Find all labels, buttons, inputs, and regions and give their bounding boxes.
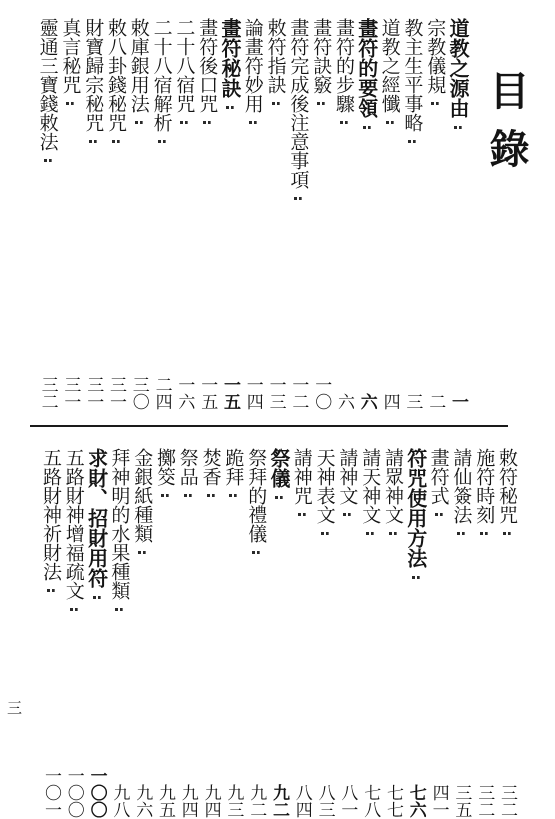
toc-entry [81, 18, 105, 410]
dot-leader [298, 513, 306, 776]
dot-leader [47, 589, 55, 759]
dot-leader [112, 140, 120, 368]
toc-page-number: 九六 [132, 784, 153, 818]
dot-leader [454, 126, 462, 385]
toc-page-number: 九二 [246, 784, 267, 818]
toc-heading: 符咒使用方法 [403, 448, 428, 568]
dot-leader [138, 551, 146, 776]
toc-entry [290, 448, 314, 818]
toc-entry-title: 道教之經懺 [378, 18, 401, 113]
toc-entry-title: 焚香 [199, 448, 222, 486]
dot-leader [317, 102, 325, 368]
toc-page-number: 一〇〇 [86, 767, 107, 818]
toc-page-number: 一四 [242, 376, 263, 410]
toc-page-number: 七六 [405, 784, 426, 818]
toc-entry-title: 財寶歸宗秘咒 [82, 18, 105, 132]
toc-entry [332, 18, 356, 410]
toc-entry-title: 畫符完成後注意事項 [287, 18, 310, 189]
toc-entry [176, 448, 200, 818]
toc-page-number: 一 [448, 393, 468, 410]
dot-leader [203, 121, 211, 368]
dot-leader [389, 532, 397, 776]
toc-entry [58, 18, 82, 410]
toc-entry [449, 448, 473, 818]
toc-entry-title: 施符時刻 [473, 448, 496, 524]
dot-leader [480, 532, 488, 776]
toc-entry [446, 18, 470, 410]
dot-leader [226, 106, 234, 368]
toc-page-number: 六 [334, 393, 354, 410]
toc-entry-title: 請天神文 [359, 448, 382, 524]
toc-page-number: 二四 [151, 376, 172, 410]
toc-page-number: 九八 [109, 784, 130, 818]
toc-heading: 畫符秘訣 [218, 18, 242, 98]
toc-entry-title: 五路財神增福疏文 [62, 448, 85, 600]
toc-page-number: 一二 [288, 376, 309, 410]
toc-entry-title: 宗教儀規 [424, 18, 447, 94]
dot-leader [70, 608, 78, 759]
toc-entry [309, 18, 333, 410]
dot-leader [272, 102, 280, 368]
toc-page-number: 九二 [269, 784, 289, 818]
page-title: 目錄 [483, 70, 530, 186]
dot-leader [435, 513, 443, 776]
toc-page-number: 三五 [451, 784, 472, 818]
toc-entry-title: 天神表文 [313, 448, 336, 524]
toc-entry-title: 祭品 [176, 448, 199, 486]
dot-leader [207, 494, 215, 776]
dot-leader [115, 608, 123, 776]
dot-leader [366, 532, 374, 776]
dot-leader [343, 513, 351, 776]
section-divider [30, 425, 508, 427]
toc-entry-title: 請仙簽法 [450, 448, 473, 524]
dot-leader [503, 532, 511, 776]
toc-entry [130, 448, 154, 818]
toc-page-number: 七八 [360, 784, 381, 818]
toc-entry-title: 敕庫銀用法 [127, 18, 150, 113]
toc-entry [355, 18, 379, 410]
toc-page-number: 六 [356, 393, 377, 410]
toc-entry [36, 18, 60, 410]
toc-entry-title: 真言秘咒 [59, 18, 82, 94]
toc-entry-title: 敕八卦錢秘咒 [105, 18, 127, 132]
toc-page-number: 三二 [37, 376, 58, 410]
dot-leader [229, 494, 237, 776]
toc-entry-title: 請眾神文 [382, 448, 404, 524]
dot-leader [386, 121, 394, 385]
toc-heading: 畫符的要領 [354, 18, 379, 118]
toc-page-number: 九四 [177, 784, 198, 818]
toc-entry [381, 448, 405, 818]
toc-page-number: 三一 [60, 376, 81, 410]
toc-entry [150, 18, 174, 410]
dot-leader [249, 121, 257, 368]
toc-page-number: 一五 [197, 376, 218, 410]
toc-page-number: 一六 [174, 376, 195, 410]
toc-entry [427, 448, 451, 818]
toc-entry-title: 五路財神祈財法 [40, 448, 62, 581]
toc-entry [153, 448, 177, 818]
toc-page-number: 九四 [200, 784, 221, 818]
toc-entry [241, 18, 265, 410]
toc-entry [85, 448, 109, 818]
toc-entry [39, 448, 63, 818]
toc-heading: 求財、招財用符 [84, 448, 109, 588]
toc-entry [104, 18, 128, 410]
toc-entry [244, 448, 268, 818]
toc-entry-title: 金銀紙種類 [131, 448, 154, 543]
dot-leader [184, 494, 192, 776]
dot-leader [135, 121, 143, 368]
toc-page-number: 三二 [474, 784, 495, 818]
toc-page-number: 二 [425, 393, 446, 410]
dot-leader [412, 576, 420, 776]
toc-entry-title: 請神文 [336, 448, 359, 505]
toc-entry [172, 18, 196, 410]
toc-entry-title: 論畫符妙用 [241, 18, 264, 113]
toc-page-number: 八一 [337, 784, 358, 818]
toc-page-number: 三二 [497, 784, 517, 818]
dot-leader [158, 140, 166, 368]
toc-page-number: 九三 [223, 784, 244, 818]
dot-leader [363, 126, 371, 385]
toc-page-number: 四 [379, 393, 400, 410]
toc-page-number: 四一 [428, 784, 449, 818]
toc-entry [495, 448, 519, 818]
dot-leader [340, 121, 348, 385]
dot-leader [321, 532, 329, 776]
toc-page-number: 三一 [83, 376, 104, 410]
toc-entry [221, 448, 245, 818]
dot-leader [431, 102, 439, 385]
toc-page-number: 三一 [106, 376, 126, 410]
toc-page-number: 七七 [383, 784, 403, 818]
toc-entry-title: 祭拜的禮儀 [245, 448, 268, 543]
toc-entry [62, 448, 86, 818]
toc-entry [472, 448, 496, 818]
toc-entry-title: 二十八宿解析 [150, 18, 173, 132]
toc-page-number: 八四 [291, 784, 312, 818]
dot-leader [93, 596, 101, 759]
dot-leader [180, 121, 188, 368]
toc-entry-title: 跪拜 [222, 448, 245, 486]
toc-entry [286, 18, 310, 410]
toc-entry [335, 448, 359, 818]
toc-entry [264, 18, 288, 410]
toc-page-number: 九五 [155, 784, 175, 818]
toc-entry-title: 教主生平事略 [401, 18, 424, 132]
dot-leader [408, 140, 416, 385]
toc-entry [107, 448, 131, 818]
dot-leader [457, 532, 465, 776]
toc-heading: 祭儀 [267, 448, 291, 488]
toc-entry [127, 18, 151, 410]
toc-entry [218, 18, 242, 410]
toc-entry [199, 448, 223, 818]
toc-page-number: 三 [402, 393, 423, 410]
toc-page-number: 八三 [314, 784, 335, 818]
toc-upper-section [0, 18, 555, 410]
dot-leader [275, 496, 283, 776]
toc-entry-title: 靈通三寶錢敕法 [36, 18, 59, 151]
toc-entry-title: 擲筊 [154, 448, 176, 486]
toc-page-number: 一〇一 [41, 767, 61, 818]
toc-page-number: 三〇 [128, 376, 149, 410]
toc-heading: 道教之源由 [446, 18, 470, 118]
dot-leader [66, 102, 74, 368]
toc-entry-title: 畫符的步驟 [333, 18, 355, 113]
toc-page-number: 一〇 [311, 376, 332, 410]
toc-entry-title: 二十八宿咒 [173, 18, 196, 113]
toc-lower-section [0, 448, 555, 818]
toc-entry [400, 18, 424, 410]
dot-leader [44, 159, 52, 368]
toc-entry-title: 敕符指訣 [264, 18, 287, 94]
toc-entry-title: 敕符秘咒 [496, 448, 518, 524]
toc-entry-title: 請神咒 [290, 448, 313, 505]
toc-page-number: 一〇〇 [63, 767, 84, 818]
toc-entry [404, 448, 428, 818]
toc-entry-title: 畫符訣竅 [310, 18, 333, 94]
toc-entry-title: 畫符式 [427, 448, 450, 505]
page-number: 三 [5, 700, 23, 715]
dot-leader [161, 494, 169, 776]
dot-leader [89, 140, 97, 368]
toc-entry [195, 18, 219, 410]
toc-page-number: 一三 [265, 376, 286, 410]
toc-page-number: 一五 [220, 376, 240, 410]
toc-entry [267, 448, 291, 818]
toc-entry [358, 448, 382, 818]
toc-entry-title: 拜神明的水果種類 [108, 448, 131, 600]
dot-leader [252, 551, 260, 776]
dot-leader [294, 197, 302, 368]
toc-entry [423, 18, 447, 410]
toc-entry-title: 畫符後口咒 [196, 18, 219, 113]
toc-entry [378, 18, 402, 410]
toc-entry [313, 448, 337, 818]
